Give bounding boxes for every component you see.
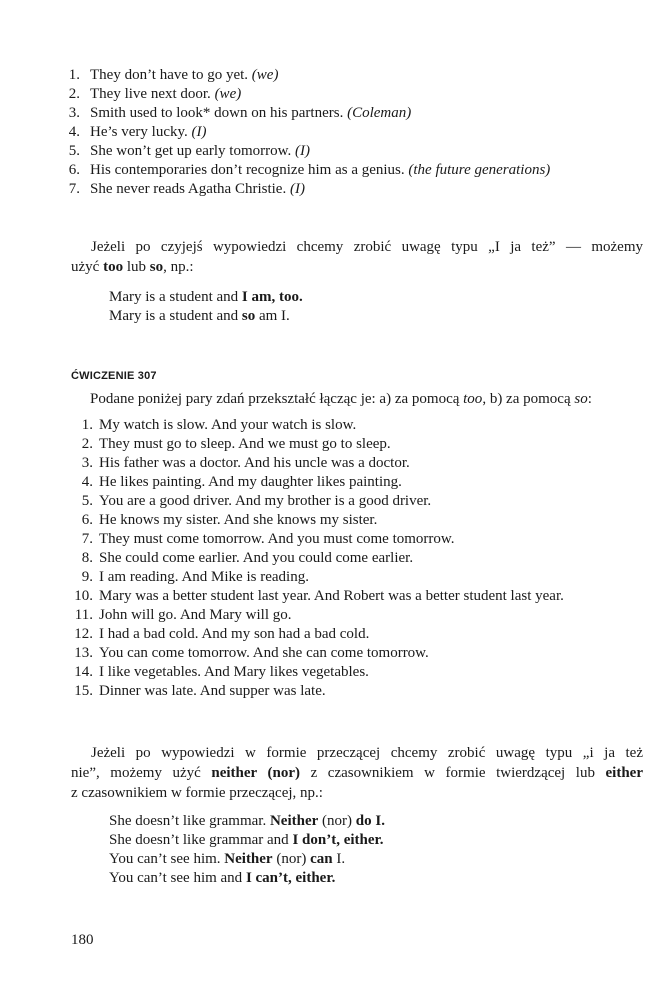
list-item: [0, 473, 665, 492]
item-number: 10.: [74, 588, 93, 604]
page-number: 180: [71, 932, 94, 948]
paragraph-line: użyć too lub so, np.:: [71, 259, 194, 275]
list-item: [0, 568, 665, 587]
examples-neither-either: [109, 812, 385, 888]
list-item: [0, 435, 665, 454]
exercise-list-top: [0, 66, 665, 199]
item-hint: (we): [214, 86, 242, 102]
item-number: 1.: [68, 67, 80, 83]
example-sentence: Mary is a student and I am, too.: [109, 289, 303, 305]
item-number: 1.: [81, 417, 93, 433]
example-sentence: You can’t see him. Neither (nor) can I.: [109, 851, 346, 867]
item-number: 14.: [74, 664, 93, 680]
item-number: 11.: [74, 607, 93, 623]
example-sentence: She doesn’t like grammar. Neither (nor) do I.: [109, 813, 385, 829]
list-item: [0, 625, 665, 644]
list-item: [0, 587, 665, 606]
list-item: [0, 180, 665, 199]
item-text: Mary was a better student last year. And Robert was a better student last year.: [99, 588, 564, 604]
item-text: They must go to sleep. And we must go to sleep.: [99, 436, 391, 452]
paragraph-line: nie”, możemy użyć neither (nor) z czasownikiem w formie twierdzącej lub either: [71, 765, 643, 781]
item-text: I like vegetables. And Mary likes vegetables.: [99, 664, 369, 680]
item-hint: (I): [294, 143, 310, 159]
examples-too-so: [109, 288, 303, 326]
item-number: 3.: [81, 455, 93, 471]
item-number: 5.: [68, 143, 80, 159]
item-text: She never reads Agatha Christie. (I): [90, 181, 305, 197]
item-text: His contemporaries don’t recognize him as a genius. (the future generations): [90, 162, 551, 178]
list-item: [0, 682, 665, 701]
list-item: [0, 549, 665, 568]
item-number: 7.: [81, 531, 93, 547]
list-item: [0, 454, 665, 473]
example-sentence: Mary is a student and so am I.: [109, 308, 290, 324]
exercise-307-list: [0, 416, 665, 701]
item-number: 5.: [81, 493, 93, 509]
item-number: 8.: [81, 550, 93, 566]
item-text: She won’t get up early tomorrow. (I): [90, 143, 310, 159]
item-text: He’s very lucky. (I): [90, 124, 207, 140]
item-hint: (the future generations): [408, 162, 551, 178]
item-number: 6.: [81, 512, 93, 528]
item-number: 7.: [68, 181, 80, 197]
item-text: John will go. And Mary will go.: [99, 607, 292, 623]
list-item: [0, 663, 665, 682]
item-hint: (Coleman): [347, 105, 412, 121]
list-item: [0, 511, 665, 530]
item-number: 13.: [74, 645, 93, 661]
list-item: [0, 161, 665, 180]
paragraph-line: Jeżeli po wypowiedzi w formie przeczącej chcemy zrobić uwagę typu „i ja też: [91, 745, 643, 761]
item-number: 2.: [68, 86, 80, 102]
item-text: They don’t have to go yet. (we): [90, 67, 279, 83]
item-hint: (we): [251, 67, 279, 83]
item-text: You are a good driver. And my brother is a good driver.: [99, 493, 432, 509]
exercise-heading: ĆWICZENIE 307: [71, 370, 157, 382]
item-number: 3.: [68, 105, 80, 121]
list-item: [0, 66, 665, 85]
list-item: [0, 104, 665, 123]
item-text: I am reading. And Mike is reading.: [99, 569, 309, 585]
item-text: They must come tomorrow. And you must come tomorrow.: [99, 531, 455, 547]
item-text: He knows my sister. And she knows my sister.: [99, 512, 378, 528]
item-number: 9.: [81, 569, 93, 585]
list-item: [0, 123, 665, 142]
list-item: [0, 530, 665, 549]
item-number: 6.: [68, 162, 80, 178]
paragraph-line: Jeżeli po czyjejś wypowiedzi chcemy zrobić uwagę typu „I ja też” — możemy: [91, 239, 643, 255]
item-number: 2.: [81, 436, 93, 452]
list-item: [0, 644, 665, 663]
item-number: 4.: [81, 474, 93, 490]
item-number: 15.: [74, 683, 93, 699]
item-number: 4.: [68, 124, 80, 140]
paragraph-line: z czasownikiem w formie przeczącej, np.:: [71, 785, 323, 801]
list-item: [0, 85, 665, 104]
item-text: Smith used to look* down on his partners. (Coleman): [90, 105, 412, 121]
item-text: His father was a doctor. And his uncle was a doctor.: [99, 455, 410, 471]
item-text: She could come earlier. And you could come earlier.: [99, 550, 414, 566]
rule-paragraph-neither-either: [71, 744, 643, 804]
item-number: 12.: [74, 626, 93, 642]
list-item: [0, 416, 665, 435]
item-hint: (I): [289, 181, 305, 197]
item-text: They live next door. (we): [90, 86, 242, 102]
item-text: I had a bad cold. And my son had a bad cold.: [99, 626, 370, 642]
example-sentence: She doesn’t like grammar and I don’t, either.: [109, 832, 384, 848]
list-item: [0, 142, 665, 161]
item-text: You can come tomorrow. And she can come tomorrow.: [99, 645, 429, 661]
list-item: [0, 606, 665, 625]
rule-paragraph-too-so: [71, 238, 643, 278]
item-text: He likes painting. And my daughter likes painting.: [99, 474, 402, 490]
item-text: My watch is slow. And your watch is slow.: [99, 417, 357, 433]
item-text: Dinner was late. And supper was late.: [99, 683, 326, 699]
list-item: [0, 492, 665, 511]
example-sentence: You can’t see him and I can’t, either.: [109, 870, 336, 886]
item-hint: (I): [191, 124, 207, 140]
exercise-instruction: Podane poniżej pary zdań przekształć łącząc je: a) za pomocą too, b) za pomocą so:: [90, 391, 592, 407]
